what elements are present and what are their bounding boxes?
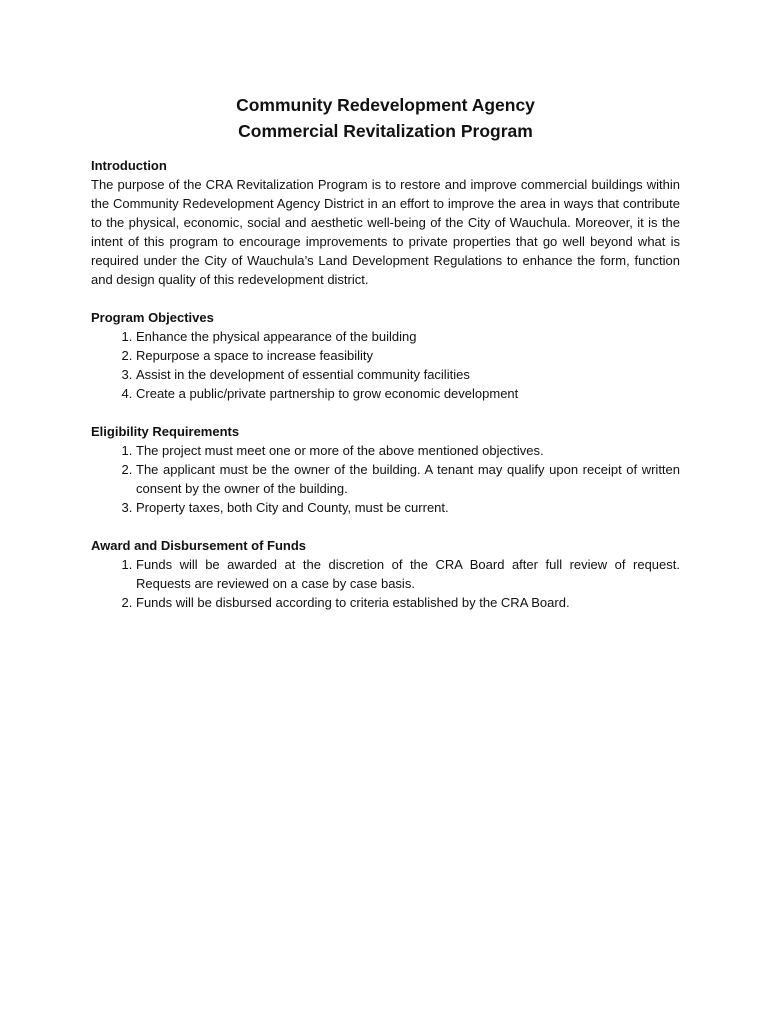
list-item: 2. The applicant must be the owner of the building. A tenant may qualify upon receipt of written consent by the owner of the building. (136, 460, 680, 498)
list-item: 1. Funds will be awarded at the discretion of the CRA Board after full review of request. Requests are reviewed on a case by case basis. (136, 555, 680, 593)
program-objectives-heading: Program Objectives (91, 310, 214, 325)
document-page (91, 92, 680, 631)
document-title (91, 92, 680, 144)
eligibility-requirements-section (91, 422, 680, 517)
list-item: 3. Property taxes, both City and County, must be current. (136, 498, 680, 517)
list-item: 2. Repurpose a space to increase feasibility (136, 346, 680, 365)
list-item: 3. Assist in the development of essential community facilities (136, 365, 680, 384)
program-objectives-list (91, 327, 680, 403)
award-disbursement-heading: Award and Disbursement of Funds (91, 538, 307, 553)
introduction-heading: Introduction (91, 158, 167, 173)
award-disbursement-section (91, 536, 680, 612)
list-item: 1. The project must meet one or more of the above mentioned objectives. (136, 441, 680, 460)
title-line-1: Community Redevelopment Agency (236, 95, 535, 115)
eligibility-requirements-list (91, 441, 680, 517)
award-disbursement-list (91, 555, 680, 612)
introduction-section (91, 156, 680, 289)
eligibility-requirements-heading: Eligibility Requirements (91, 424, 240, 439)
introduction-text: The purpose of the CRA Revitalization Program is to restore and improve commercial buildings within the Community Redevelopment Agency District in an effort to improve the area in ways that contribute to the physical, economic, social and aesthetic well-being of the City of Wauchula. Moreover, it is the intent of this program to encourage improvements to private properties that go well beyond what is required under the City of Wauchula’s Land Development Regulations to enhance the form, function and design quality of this redevelopment district. (91, 177, 680, 287)
program-objectives-section (91, 308, 680, 403)
title-line-2: Commercial Revitalization Program (238, 121, 533, 141)
list-item: 4. Create a public/private partnership to grow economic development (136, 384, 680, 403)
list-item: 1. Enhance the physical appearance of the building (136, 327, 680, 346)
list-item: 2. Funds will be disbursed according to criteria established by the CRA Board. (136, 593, 680, 612)
